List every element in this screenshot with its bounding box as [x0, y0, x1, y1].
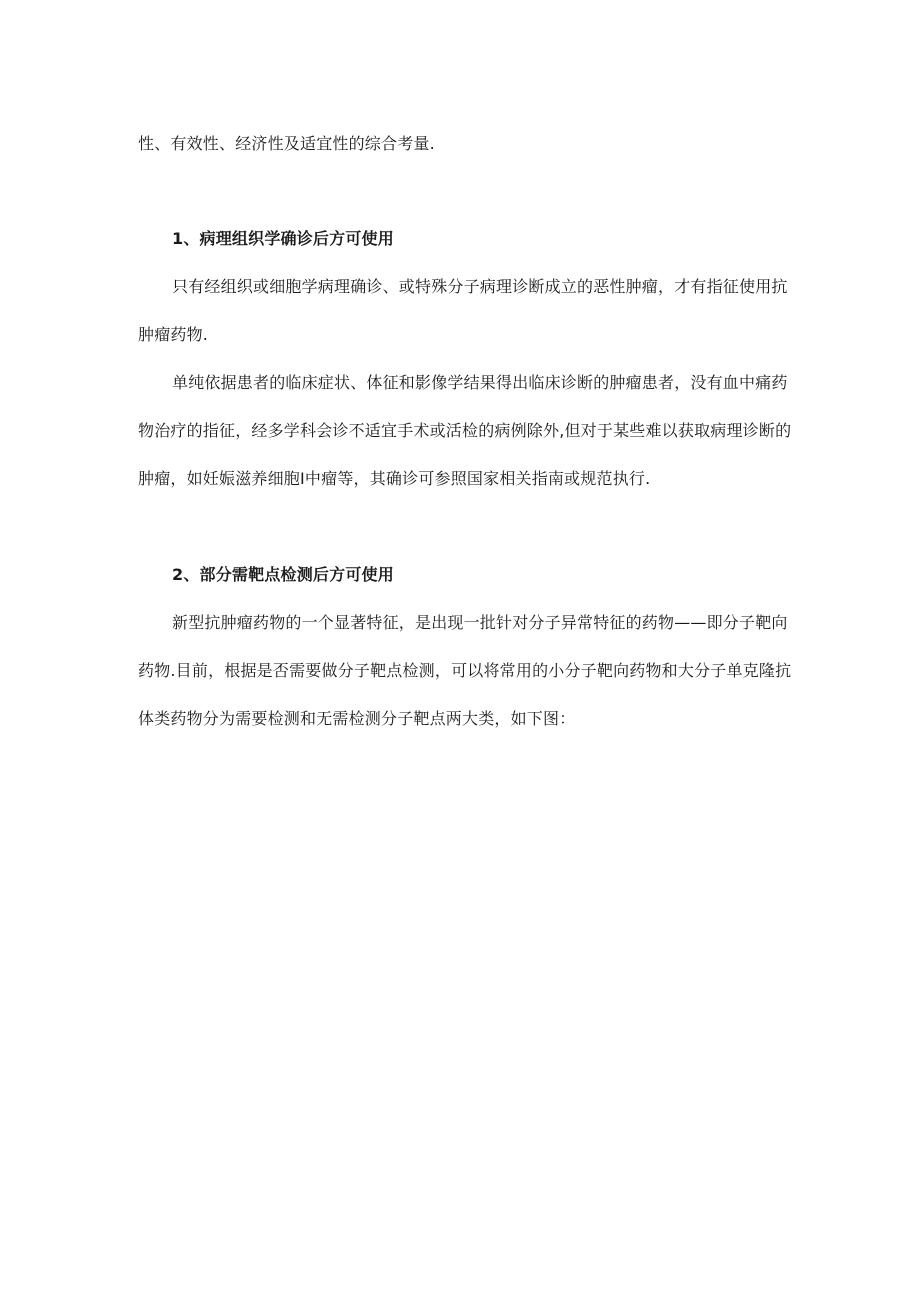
- section-1-paragraph-2-line-2: 物治疗的指征，经多学科会诊不适宜手术或活检的病例除外,但对于某些难以获取病理诊断的: [138, 421, 792, 440]
- section-2-heading: 2、部分需靶点检测后方可使用: [172, 565, 394, 584]
- section-2-paragraph-1-line-3: 体类药物分为需要检测和无需检测分子靶点两大类，如下图：: [138, 709, 576, 728]
- section-2-paragraph-1-line-1: 新型抗肿瘤药物的一个显著特征，是出现一批针对分子异常特征的药物——即分子靶向: [172, 613, 788, 632]
- section-1-heading: 1、病理组织学确诊后方可使用: [172, 229, 394, 248]
- intro-paragraph-tail: 性、有效性、经济性及适宜性的综合考量.: [138, 134, 435, 153]
- section-1-paragraph-2-line-1: 单纯依据患者的临床症状、体征和影像学结果得出临床诊断的肿瘤患者，没有血中痛药: [172, 373, 788, 392]
- section-1-paragraph-1-line-2: 肿瘤药物.: [138, 325, 209, 344]
- section-1-paragraph-1-line-1: 只有经组织或细胞学病理确诊、或特殊分子病理诊断成立的恶性肿瘤，才有指征使用抗: [172, 277, 788, 296]
- section-1-paragraph-2-line-3: 肿瘤，如妊娠滋养细胞I中瘤等，其确诊可参照国家相关指南或规范执行.: [138, 469, 651, 488]
- section-2-paragraph-1-line-2: 药物.目前，根据是否需要做分子靶点检测，可以将常用的小分子靶向药物和大分子单克隆抗: [138, 661, 792, 680]
